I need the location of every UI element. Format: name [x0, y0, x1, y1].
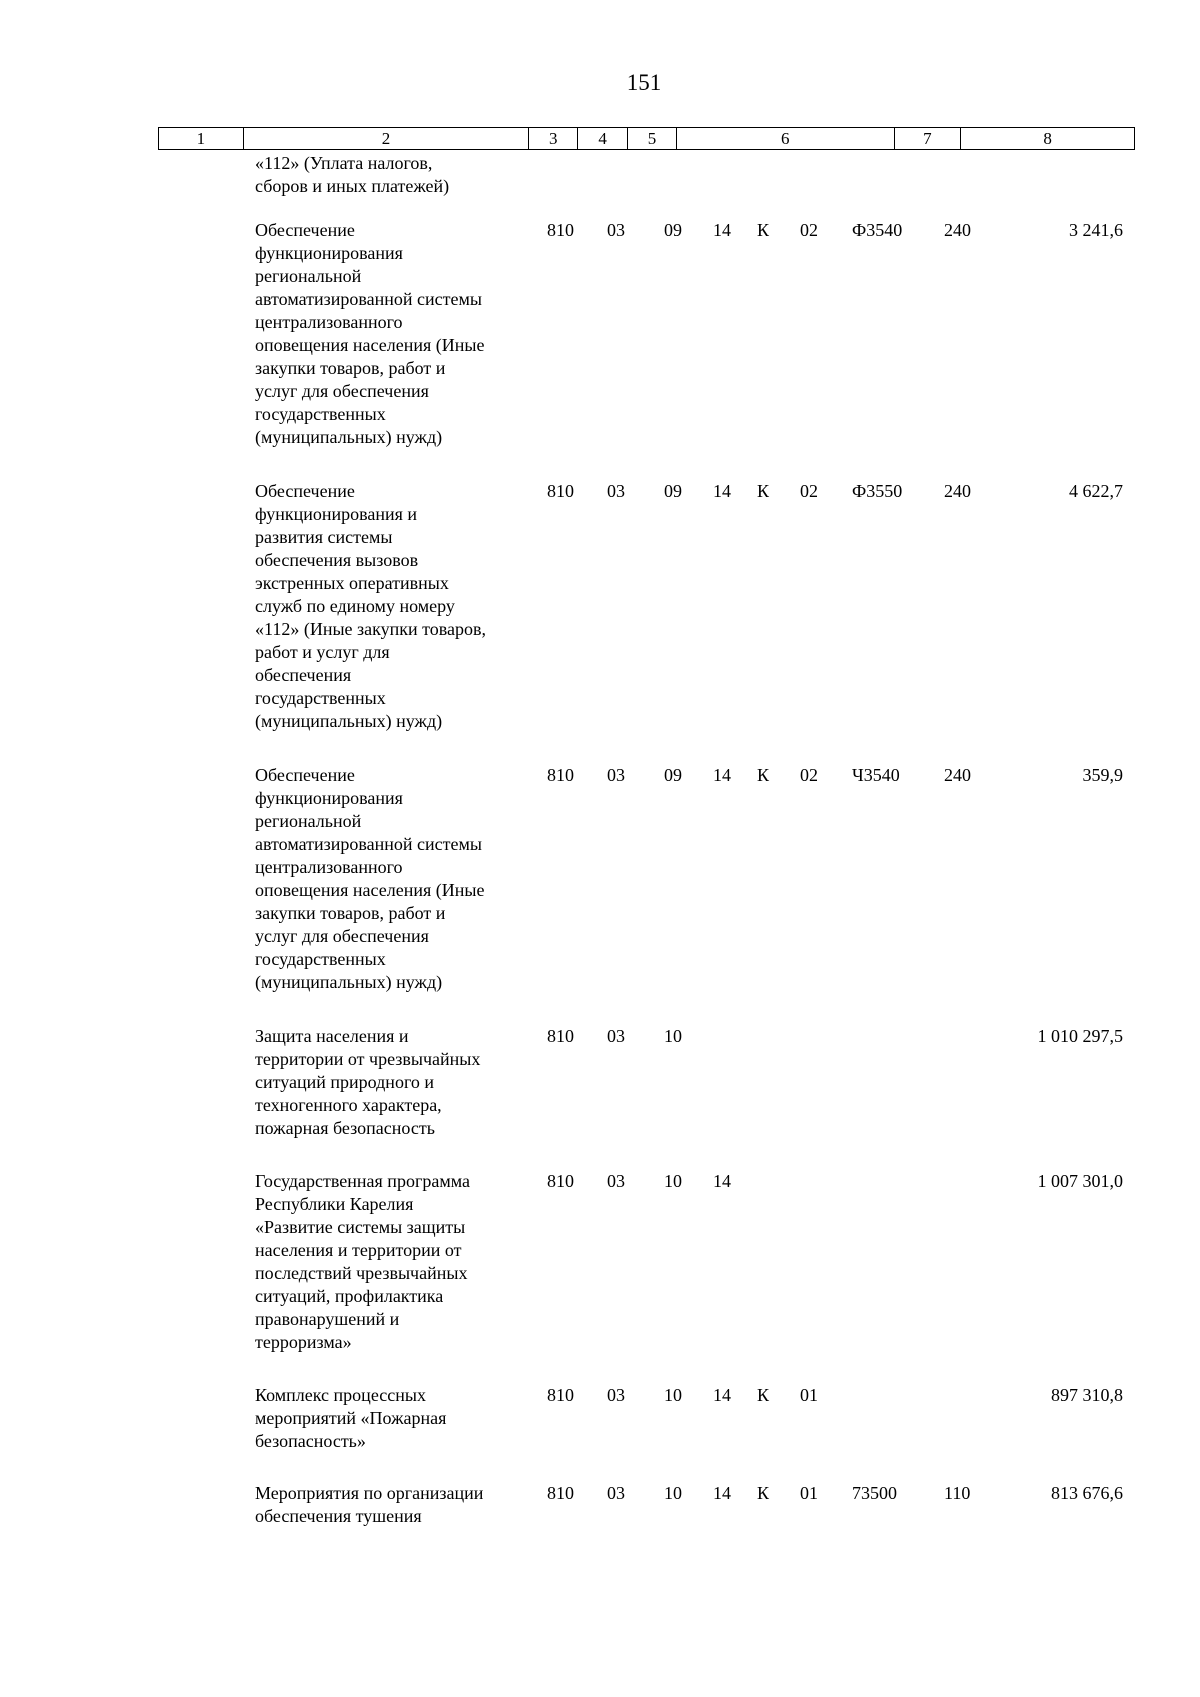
table-body: [0, 152, 1200, 1534]
table-row: [0, 480, 1200, 764]
name-line: правонарушений и: [255, 1309, 400, 1329]
cell-amount: 4 622,7: [1069, 481, 1123, 501]
row-name: [255, 1384, 525, 1453]
name-line: территории от чрезвычайных: [255, 1049, 481, 1069]
name-line: ситуаций, профилактика: [255, 1286, 444, 1306]
cell-grbs: 810: [547, 1171, 574, 1191]
row-name: [255, 1482, 525, 1528]
row-name: [255, 1170, 525, 1354]
name-line: Обеспечение: [255, 220, 355, 240]
name-line: «112» (Уплата налогов,: [255, 153, 433, 173]
cell-subsection: 10: [664, 1171, 682, 1191]
row-name: [255, 1025, 525, 1140]
cell-section: 03: [607, 765, 625, 785]
table-row: [0, 1482, 1200, 1534]
cell-type: К: [757, 765, 770, 785]
cell-section: 03: [607, 220, 625, 240]
cell-program: 14: [713, 765, 731, 785]
cell-amount: 1 007 301,0: [1037, 1171, 1123, 1191]
name-line: «Развитие системы защиты: [255, 1217, 466, 1237]
cell-type: К: [757, 1385, 770, 1405]
header-col-4: 4: [578, 128, 628, 149]
header-col-7: 7: [895, 128, 962, 149]
name-line: мероприятий «Пожарная: [255, 1408, 447, 1428]
name-line: закупки товаров, работ и: [255, 903, 446, 923]
name-line: работ и услуг для: [255, 642, 390, 662]
name-line: обеспечения тушения: [255, 1506, 422, 1526]
name-line: региональной: [255, 811, 362, 831]
table-row: [0, 152, 1200, 219]
name-line: техногенного характера,: [255, 1095, 442, 1115]
header-col-5: 5: [628, 128, 677, 149]
name-line: региональной: [255, 266, 362, 286]
table-row: [0, 1384, 1200, 1482]
cell-amount: 359,9: [1082, 765, 1123, 785]
name-line: государственных: [255, 949, 386, 969]
cell-measure: 01: [800, 1385, 818, 1405]
cell-program: 14: [713, 1171, 731, 1191]
name-line: автоматизированной системы: [255, 289, 482, 309]
header-col-6: 6: [677, 128, 895, 149]
name-line: услуг для обеспечения: [255, 381, 429, 401]
table-row: [0, 1025, 1200, 1170]
header-col-3: 3: [529, 128, 578, 149]
cell-measure: 01: [800, 1483, 818, 1503]
name-line: (муниципальных) нужд): [255, 711, 443, 731]
cell-amount: 813 676,6: [1051, 1483, 1123, 1503]
cell-grbs: 810: [547, 1385, 574, 1405]
name-line: оповещения населения (Иные: [255, 880, 485, 900]
row-name: [255, 219, 525, 449]
name-line: экстренных оперативных: [255, 573, 449, 593]
cell-program: 14: [713, 1385, 731, 1405]
name-line: Обеспечение: [255, 765, 355, 785]
name-line: оповещения населения (Иные: [255, 335, 485, 355]
cell-direction: 73500: [852, 1483, 897, 1503]
name-line: функционирования: [255, 243, 403, 263]
cell-measure: 02: [800, 220, 818, 240]
name-line: обеспечения вызовов: [255, 550, 419, 570]
cell-amount: 897 310,8: [1051, 1385, 1123, 1405]
name-line: (муниципальных) нужд): [255, 427, 443, 447]
cell-subsection: 09: [664, 765, 682, 785]
name-line: государственных: [255, 688, 386, 708]
cell-program: 14: [713, 481, 731, 501]
cell-expense-type: 240: [944, 220, 971, 240]
cell-grbs: 810: [547, 220, 574, 240]
name-line: развития системы: [255, 527, 393, 547]
cell-direction: Ф3540: [852, 220, 903, 240]
cell-measure: 02: [800, 765, 818, 785]
name-line: Комплекс процессных: [255, 1385, 426, 1405]
cell-grbs: 810: [547, 765, 574, 785]
name-line: населения и территории от: [255, 1240, 462, 1260]
header-col-2: 2: [244, 128, 529, 149]
header-col-1: 1: [159, 128, 244, 149]
cell-section: 03: [607, 1171, 625, 1191]
table-row: [0, 764, 1200, 1025]
cell-type: К: [757, 481, 770, 501]
name-line: Обеспечение: [255, 481, 355, 501]
cell-subsection: 09: [664, 481, 682, 501]
table-row: [0, 219, 1200, 480]
name-line: сборов и иных платежей): [255, 176, 450, 196]
name-line: функционирования: [255, 788, 403, 808]
cell-amount: 3 241,6: [1069, 220, 1123, 240]
name-line: Государственная программа: [255, 1171, 470, 1191]
name-line: Защита населения и: [255, 1026, 409, 1046]
cell-subsection: 09: [664, 220, 682, 240]
cell-program: 14: [713, 220, 731, 240]
cell-direction: Ф3550: [852, 481, 903, 501]
name-line: терроризма»: [255, 1332, 352, 1352]
name-line: функционирования и: [255, 504, 418, 524]
name-line: «112» (Иные закупки товаров,: [255, 619, 487, 639]
row-name: [255, 152, 525, 198]
name-line: автоматизированной системы: [255, 834, 482, 854]
cell-section: 03: [607, 1026, 625, 1046]
table-row: [0, 1170, 1200, 1384]
cell-measure: 02: [800, 481, 818, 501]
cell-expense-type: 240: [944, 765, 971, 785]
page-number: 151: [626, 70, 662, 95]
name-line: служб по единому номеру: [255, 596, 455, 616]
cell-section: 03: [607, 481, 625, 501]
name-line: услуг для обеспечения: [255, 926, 429, 946]
name-line: ситуаций природного и: [255, 1072, 435, 1092]
name-line: обеспечения: [255, 665, 352, 685]
name-line: пожарная безопасность: [255, 1118, 435, 1138]
name-line: безопасность»: [255, 1431, 366, 1451]
cell-type: К: [757, 1483, 770, 1503]
row-name: [255, 480, 525, 733]
cell-subsection: 10: [664, 1385, 682, 1405]
cell-type: К: [757, 220, 770, 240]
cell-grbs: 810: [547, 1026, 574, 1046]
name-line: (муниципальных) нужд): [255, 972, 443, 992]
cell-grbs: 810: [547, 481, 574, 501]
name-line: закупки товаров, работ и: [255, 358, 446, 378]
table-header: [158, 127, 1135, 150]
name-line: Республики Карелия: [255, 1194, 414, 1214]
name-line: централизованного: [255, 312, 403, 332]
cell-program: 14: [713, 1483, 731, 1503]
header-col-8: 8: [1043, 129, 1052, 148]
cell-subsection: 10: [664, 1026, 682, 1046]
name-line: Мероприятия по организации: [255, 1483, 484, 1503]
name-line: государственных: [255, 404, 386, 424]
cell-direction: Ч3540: [852, 765, 900, 785]
cell-amount: 1 010 297,5: [1037, 1026, 1123, 1046]
name-line: централизованного: [255, 857, 403, 877]
cell-subsection: 10: [664, 1483, 682, 1503]
row-name: [255, 764, 525, 994]
name-line: последствий чрезвычайных: [255, 1263, 468, 1283]
cell-section: 03: [607, 1385, 625, 1405]
cell-expense-type: 240: [944, 481, 971, 501]
cell-grbs: 810: [547, 1483, 574, 1503]
cell-section: 03: [607, 1483, 625, 1503]
cell-expense-type: 110: [944, 1483, 971, 1503]
